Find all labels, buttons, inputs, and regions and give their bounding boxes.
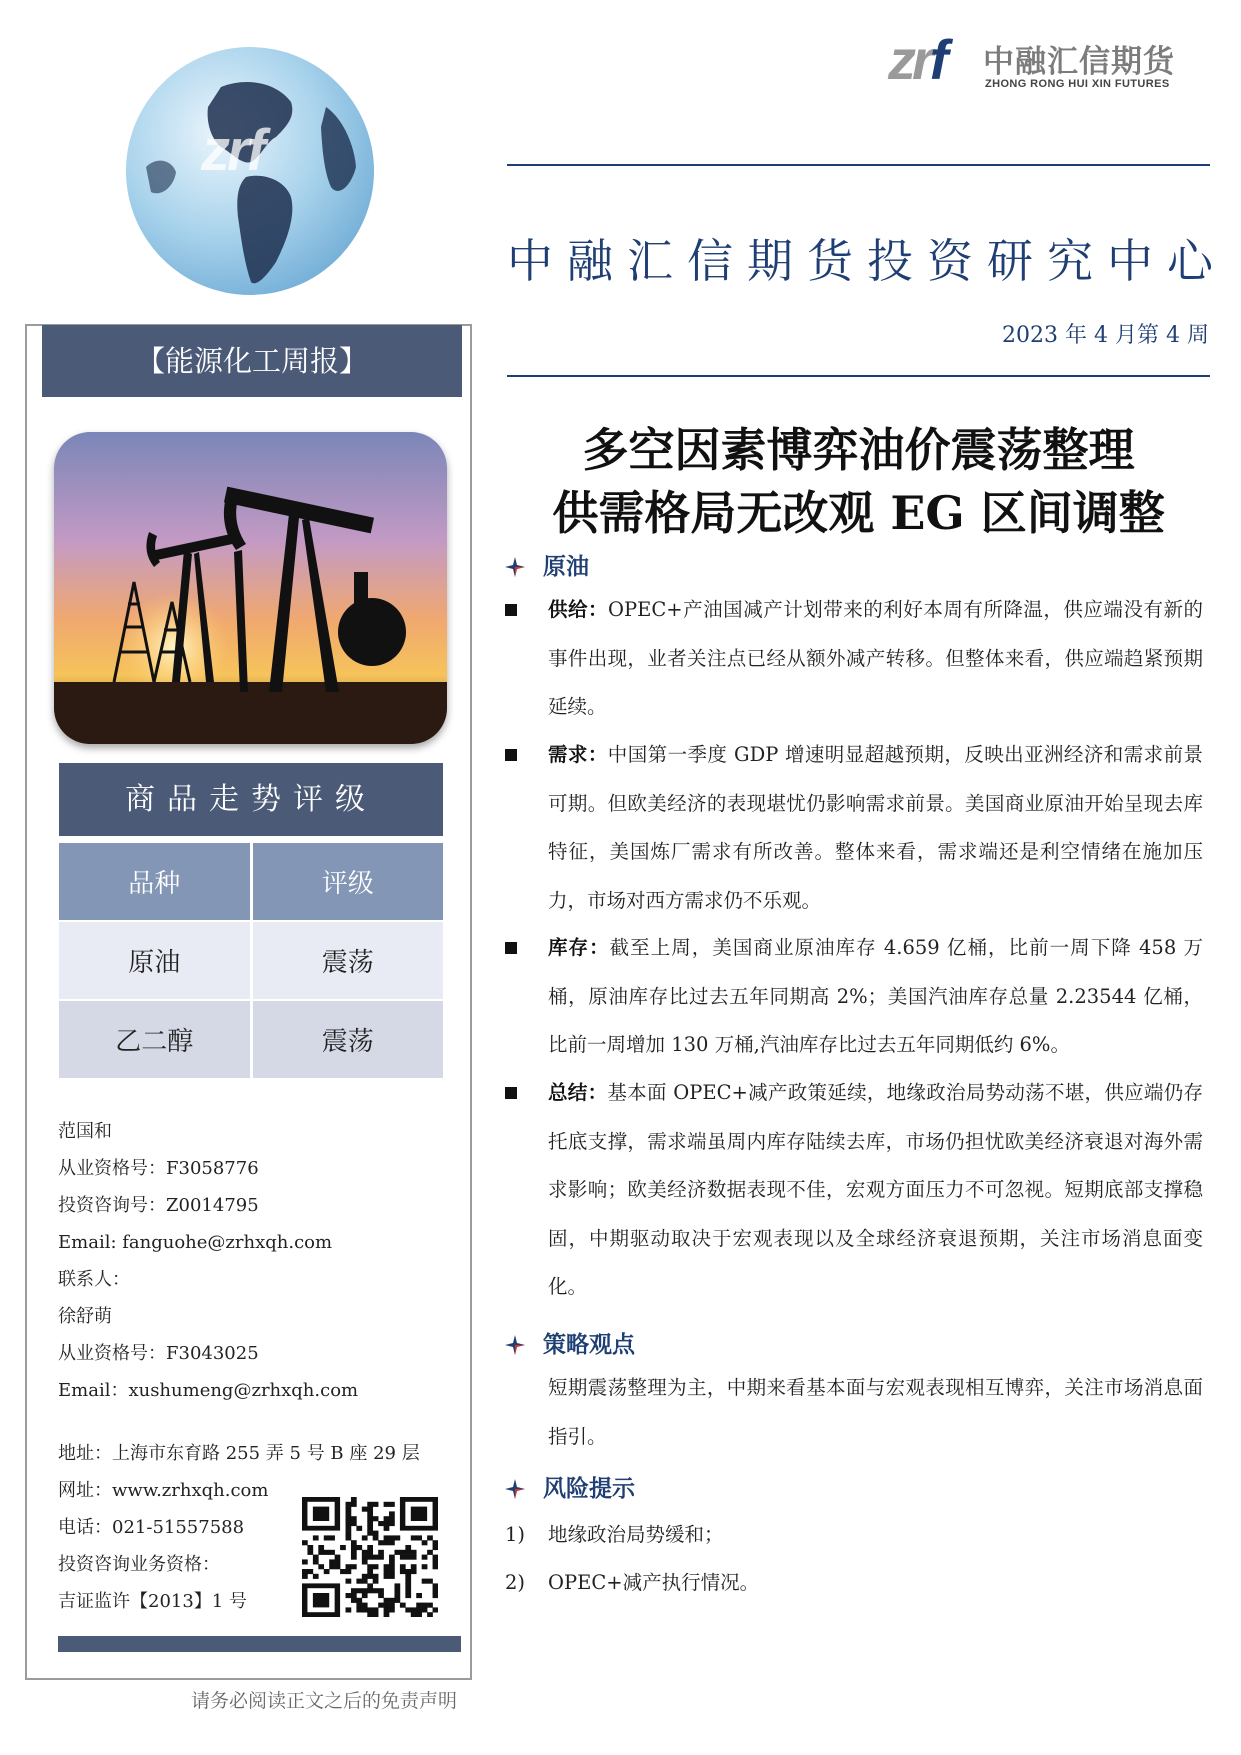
qualification-number: 吉证监许【2013】1 号: [58, 1591, 247, 1612]
column-header: 评级: [250, 843, 444, 922]
company-website: 网址：www.zrhxqh.com: [58, 1480, 269, 1501]
section-bullet-icon: [505, 1334, 527, 1361]
section-bullet-icon: [505, 1478, 527, 1505]
square-bullet-icon: [505, 749, 517, 761]
org-title: 中融汇信期货投资研究中心: [507, 234, 1227, 288]
commodity-cell: 乙二醇: [59, 1001, 250, 1080]
issue-date: 2023 年 4 月第 4 周: [1002, 323, 1209, 348]
section-bullet-icon: [505, 556, 527, 583]
report-type-banner: 【能源化工周报】: [42, 325, 462, 397]
contact-name: 徐舒萌: [58, 1306, 112, 1327]
company-name: 中融汇信期货: [983, 44, 1175, 80]
rating-table: [59, 843, 443, 1080]
square-bullet-icon: [505, 604, 517, 616]
item-text: 中国第一季度 GDP 增速明显超越预期，反映出亚洲经济和需求前景可期。但欧美经济的表现堪忧仍影响需求前景。美国商业原油开始呈现去库特征，美国炼厂需求有所改善。整体来看，需求端还是利空情绪在施加压力，市场对西方需求仍不乐观。: [548, 743, 1203, 912]
crude-supply-item: [505, 586, 1203, 732]
risk-item: 1) 地缘政治局势缓和；: [505, 1523, 724, 1546]
item-label: 库存：: [548, 936, 610, 959]
company-name-en: ZHONG RONG HUI XIN FUTURES: [985, 78, 1170, 90]
table-row: [59, 1001, 443, 1080]
commodity-cell: 原油: [59, 922, 250, 1001]
divider: [507, 164, 1210, 166]
column-header: 品种: [59, 843, 250, 922]
section-strategy: 策略观点: [505, 1326, 635, 1361]
headline-line-2: 供需格局无改观 EG 区间调整: [552, 486, 1165, 540]
analyst-email: Email: fanguohe@zrhxqh.com: [58, 1232, 333, 1253]
rating-title: 商品走势评级: [59, 763, 443, 836]
rating-header-row: [59, 843, 443, 922]
rating-cell: 震荡: [250, 1001, 444, 1080]
section-risk: 风险提示: [505, 1470, 635, 1505]
item-text: 截至上周，美国商业原油库存 4.659 亿桶，比前一周下降 458 万桶，原油库存比过去五年同期高 2%；美国汽油库存总量 2.23544 亿桶，比前一周增加 130 万桶,汽油库存比过去五年同期低约 6%。: [548, 936, 1203, 1056]
logo-mark: zrf: [888, 28, 945, 91]
globe-logo-text: zrf: [201, 118, 263, 183]
item-text: OPEC+产油国减产计划带来的利好本周有所降温，供应端没有新的事件出现，业者关注点已经从额外减产转移。但整体来看，供应端趋紧预期延续。: [548, 598, 1203, 718]
analyst-consult-id: 投资咨询号：Z0014795: [58, 1195, 259, 1216]
company-address: 地址：上海市东育路 255 弄 5 号 B 座 29 层: [58, 1443, 420, 1464]
square-bullet-icon: [505, 942, 517, 954]
crude-summary-item: [505, 1069, 1203, 1312]
analyst-cert: 从业资格号：F3058776: [58, 1158, 259, 1179]
sidebar-footer-bar: [58, 1636, 461, 1652]
disclaimer-note: 请务必阅读正文之后的免责声明: [191, 1690, 458, 1712]
contact-label: 联系人：: [58, 1269, 130, 1290]
contact-cert: 从业资格号：F3043025: [58, 1343, 259, 1364]
section-crude: 原油: [505, 548, 589, 583]
oil-pump-photo: [54, 432, 447, 744]
qr-code: [302, 1497, 438, 1617]
globe-logo-image: [126, 47, 374, 295]
item-label: 供给：: [548, 598, 609, 621]
risk-item: 2) OPEC+减产执行情况。: [505, 1571, 760, 1594]
crude-inventory-item: [505, 924, 1203, 1070]
rating-cell: 震荡: [250, 922, 444, 1001]
qualification-label: 投资咨询业务资格：: [58, 1554, 220, 1575]
item-label: 总结：: [548, 1081, 608, 1104]
strategy-text: 短期震荡整理为主，中期来看基本面与宏观表现相互博弈，关注市场消息面指引。: [548, 1376, 1203, 1448]
crude-demand-item: [505, 731, 1203, 925]
table-row: [59, 922, 443, 1001]
company-phone: 电话：021-51557588: [58, 1517, 245, 1538]
square-bullet-icon: [505, 1087, 517, 1099]
item-label: 需求：: [548, 743, 608, 766]
item-text: 基本面 OPEC+减产政策延续，地缘政治局势动荡不堪，供应端仍存托底支撑，需求端虽周内库存陆续去库，市场仍担忧欧美经济衰退对海外需求影响；欧美经济数据表现不佳，宏观方面压力不可忽视。短期底部支撑稳固，中期驱动取决于宏观表现以及全球经济衰退预期，关注市场消息面变化。: [548, 1081, 1203, 1298]
analyst-name: 范国和: [58, 1121, 112, 1142]
contact-email: Email：xushumeng@zrhxqh.com: [58, 1380, 359, 1401]
company-logo: [888, 30, 1178, 96]
divider: [507, 375, 1210, 377]
headline-line-1: 多空因素博弈油价震荡整理: [582, 423, 1135, 477]
